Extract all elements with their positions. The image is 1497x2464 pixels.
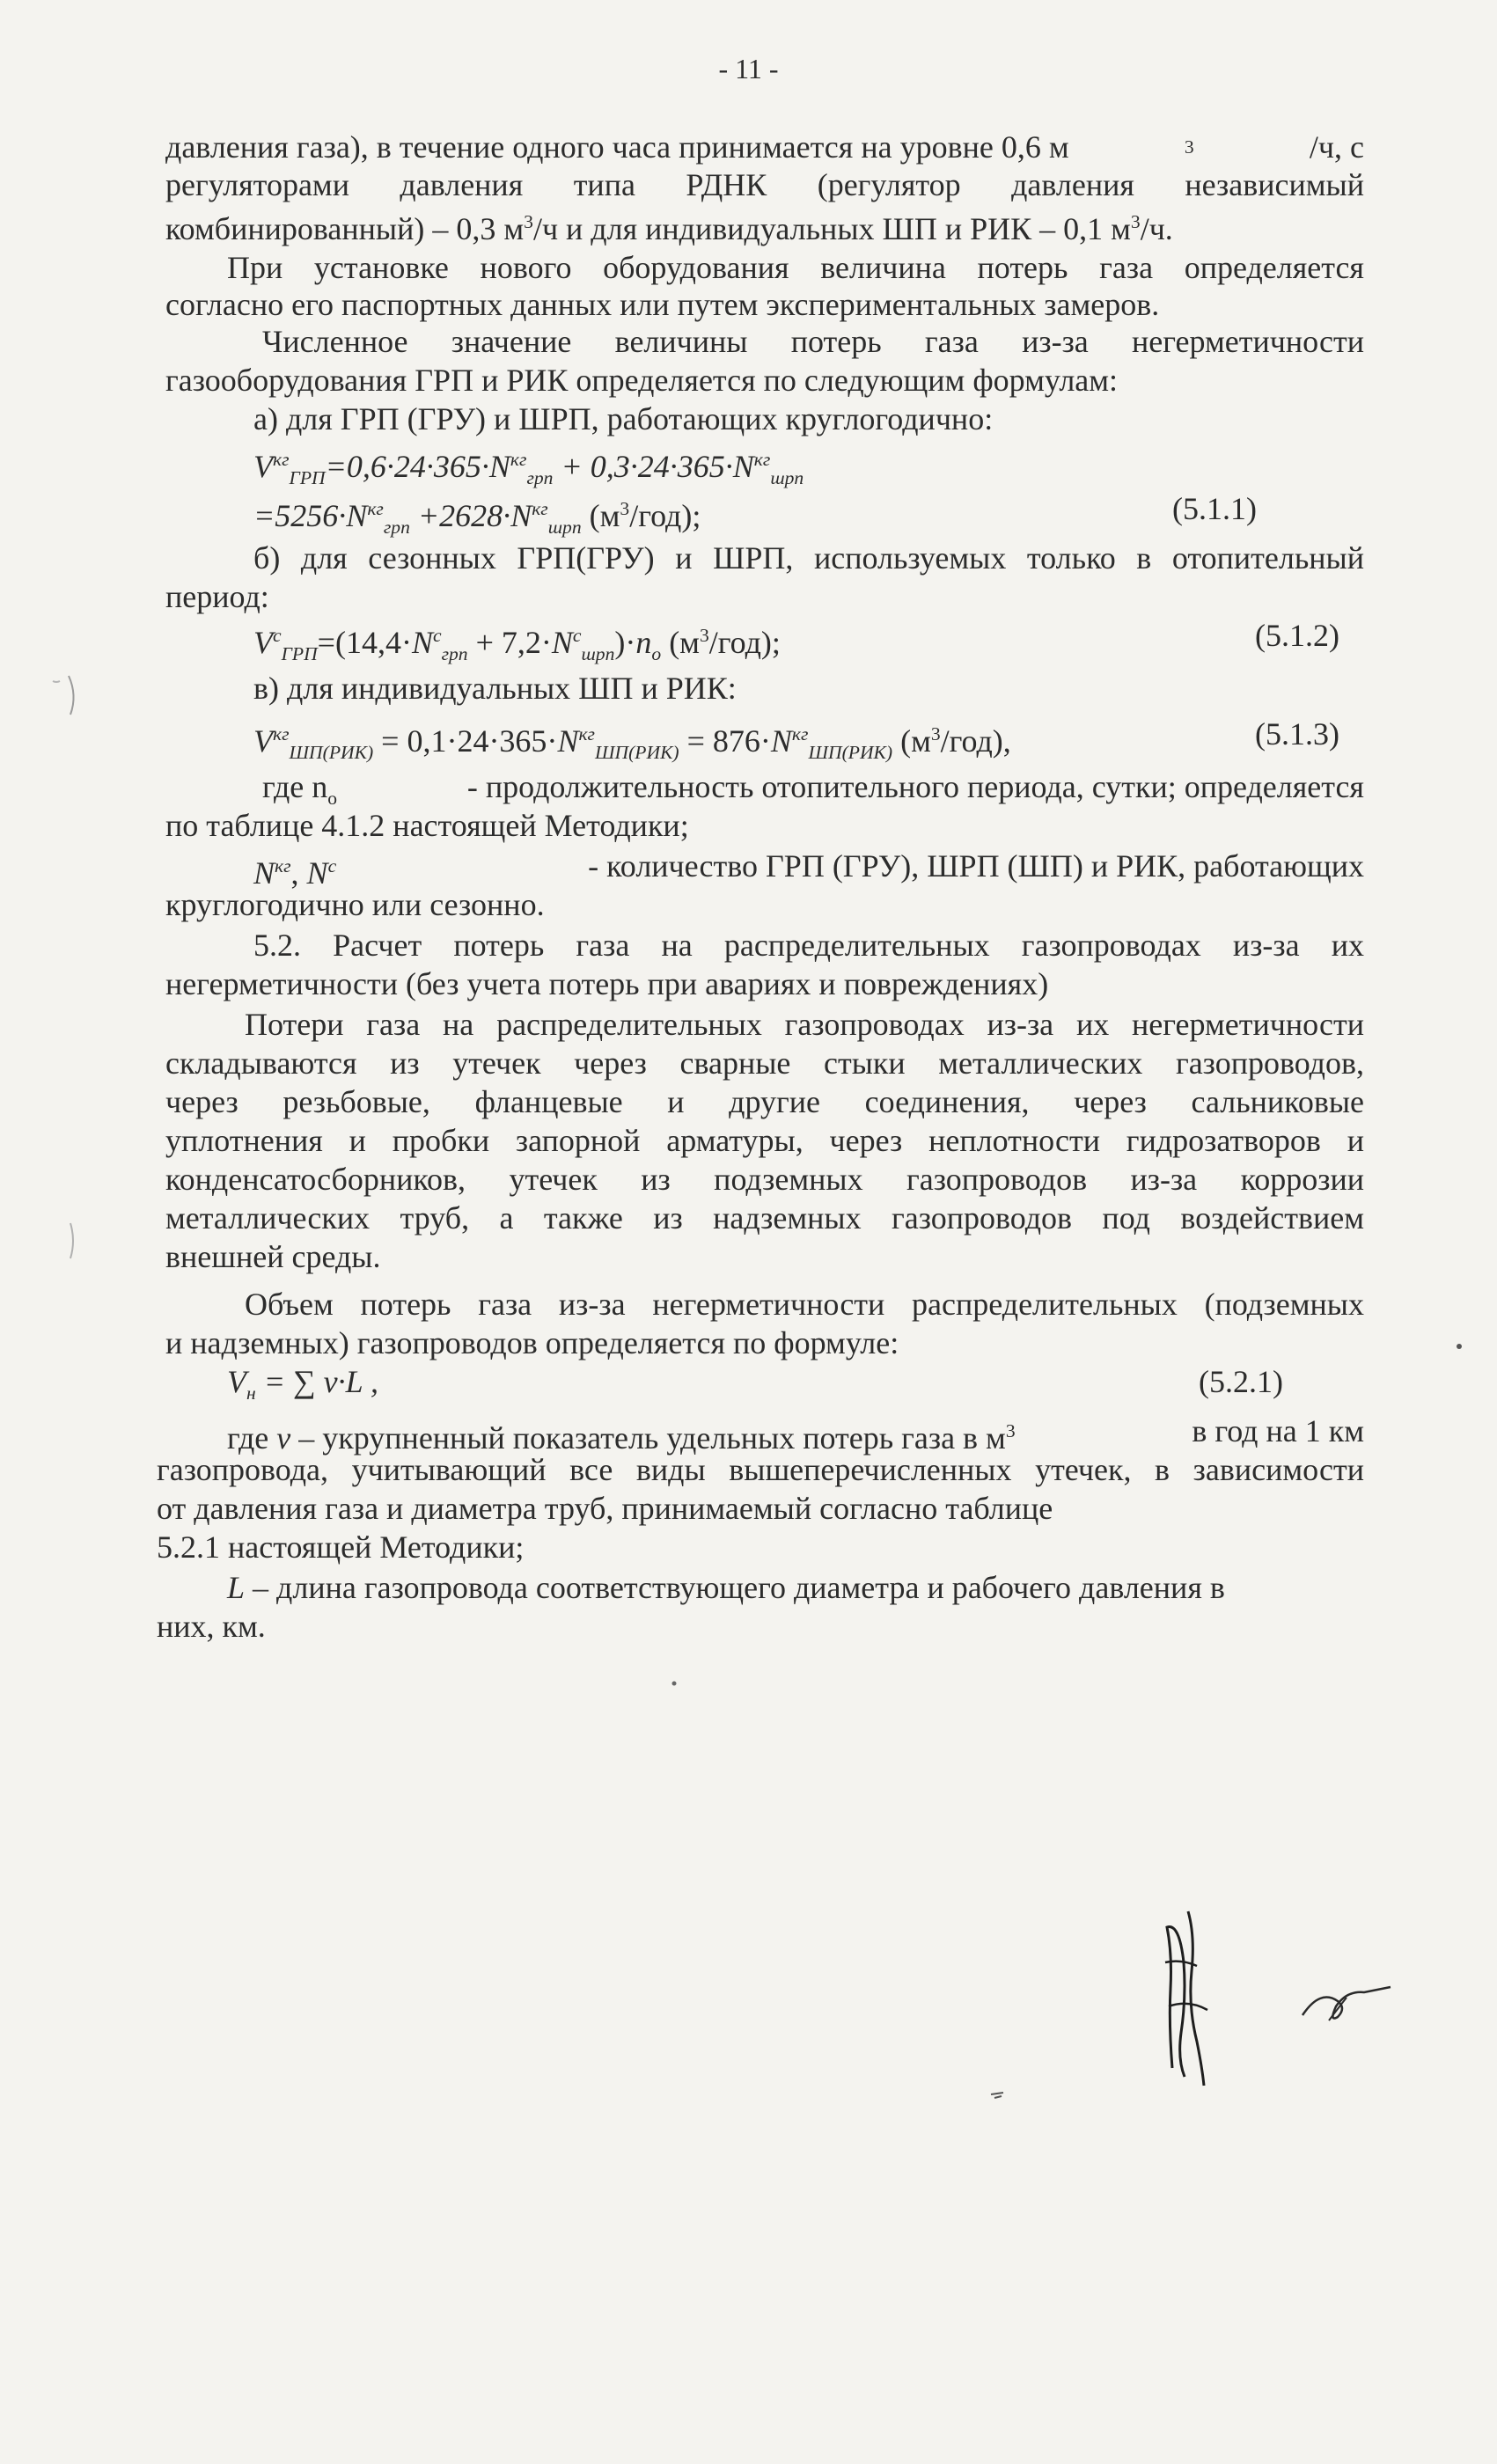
text-line: б) для сезонных ГРП(ГРУ) и ШРП, используемых только в отопительный	[253, 540, 1364, 576]
section-heading: негерметичности (без учета потерь при авариях и повреждениях)	[165, 966, 1049, 1001]
text-line: через резьбовые, фланцевые и другие соединения, через сальниковые	[165, 1084, 1364, 1119]
text-line: регуляторами давления типа РДНК (регулятор давления независимый	[165, 167, 1364, 202]
formula-5-2-1: $V_н$ = ∑ v·L , (5.2.1)	[227, 1364, 1283, 1404]
scan-dot	[1452, 1338, 1470, 1355]
text-line: уплотнения и пробки запорной арматуры, через неплотности гидрозатворов и	[165, 1123, 1364, 1158]
text-line: L – длина газопровода соответствующего диаметра и рабочего давления в	[227, 1570, 1225, 1605]
text-line: согласно его паспортных данных или путем экспериментальных замеров.	[165, 287, 1160, 322]
equation-number: (5.1.3)	[1255, 716, 1339, 752]
text-line: газооборудования ГРП и РИК определяется по следующим формулам:	[165, 363, 1119, 398]
equation-number: (5.1.1)	[1172, 491, 1257, 526]
section-heading: 5.2. Расчет потерь газа на распределительных газопроводах из-за их	[253, 928, 1364, 963]
text-line: внешней среды.	[165, 1239, 381, 1274]
scan-mark	[44, 669, 88, 722]
text-line: от давления газа и диаметра труб, принимаемый согласно таблице	[157, 1491, 1053, 1526]
formula-5-1-3: $V^{кг}_{ШП(РИК)} = 0,1\cdot 24\cdot 365\cdot N^{кг}_{ШП(РИК)} = 876\cdot N^{кг}_{ШП(РИК)}$ $(м^3/год)$, (5.1.3)	[253, 716, 1339, 764]
text-line: комбинированный) – 0,3 $м^3/ч$ и для индивидуальных ШП и РИК – 0,1 $м^3/ч$.	[165, 211, 1173, 246]
text-line: Численное значение величины потерь газа из-за негерметичности	[262, 324, 1364, 359]
text-line: период:	[165, 579, 269, 614]
scan-mark	[44, 1214, 88, 1267]
text-line: Объем потерь газа из-за негерметичности распределительных (подземных	[245, 1287, 1364, 1322]
page-number: - 11 -	[718, 53, 779, 84]
scan-mark	[986, 2086, 1012, 2103]
formula-5-1-1-line2: $=5256\cdot N^{кг}_{грп} +2628\cdot N^{кг}_{шрп}$ $(м^3/год)$; (5.1.1)	[253, 491, 1257, 539]
equation-number: (5.1.2)	[1255, 618, 1339, 653]
text-line: и надземных) газопроводов определяется по формуле:	[165, 1325, 899, 1360]
text-line: газопровода, учитывающий все виды вышеперечисленных утечек, в зависимости	[157, 1452, 1364, 1487]
text-line: давления газа), в течение одного часа принимается на уровне 0,6 м 3 /ч, с	[165, 129, 1364, 165]
text-line: а) для ГРП (ГРУ) и ШРП, работающих круглогодично:	[253, 401, 994, 436]
text-line: в) для индивидуальных ШП и РИК:	[253, 671, 737, 706]
text-line: складываются из утечек через сварные стыки металлических газопроводов,	[165, 1045, 1364, 1081]
text-line: где $n_о$ - продолжительность отопительного периода, сутки; определяется	[262, 769, 1364, 810]
text-line: круглогодично или сезонно.	[165, 887, 545, 922]
text-line: Потери газа на распределительных газопроводах из-за их негерметичности	[245, 1007, 1364, 1042]
text-line: $N^{кг}$, $N^с$ - количество ГРП (ГРУ), ШРП (ШП) и РИК, работающих	[253, 848, 1364, 891]
text-line: При установке нового оборудования величина потерь газа определяется	[227, 250, 1364, 285]
handwritten-signature	[1294, 1971, 1399, 2033]
formula-5-1-2: $V^с_{ГРП}=(14,4\cdot N^с_{грп} + 7,2\cdot N^с_{шрп})\cdot n_о$ $(м^3/год)$; (5.1.2)	[253, 618, 1339, 665]
text-line: конденсатосборников, утечек из подземных газопроводов из-за коррозии	[165, 1162, 1364, 1197]
text-line: 5.2.1 настоящей Методики;	[157, 1529, 525, 1565]
formula-5-1-1-line1: $V^{кг}_{ГРП}=0,6\cdot 24\cdot 365\cdot N^{кг}_{грп} + 0,3\cdot 24\cdot 365\cdot N^{кг}_{шрп}$	[253, 449, 804, 489]
equation-number: (5.2.1)	[1199, 1364, 1283, 1399]
text-line: них, км.	[157, 1609, 266, 1644]
text-line: где v – укрупненный показатель удельных потерь газа в $м^3$ в год на 1 км	[227, 1413, 1364, 1456]
handwritten-signature	[1135, 1901, 1232, 2094]
text-line: по таблице 4.1.2 настоящей Методики;	[165, 808, 689, 843]
scan-dot	[669, 1676, 679, 1690]
text-line: металлических труб, а также из надземных газопроводов под воздействием	[165, 1200, 1364, 1236]
